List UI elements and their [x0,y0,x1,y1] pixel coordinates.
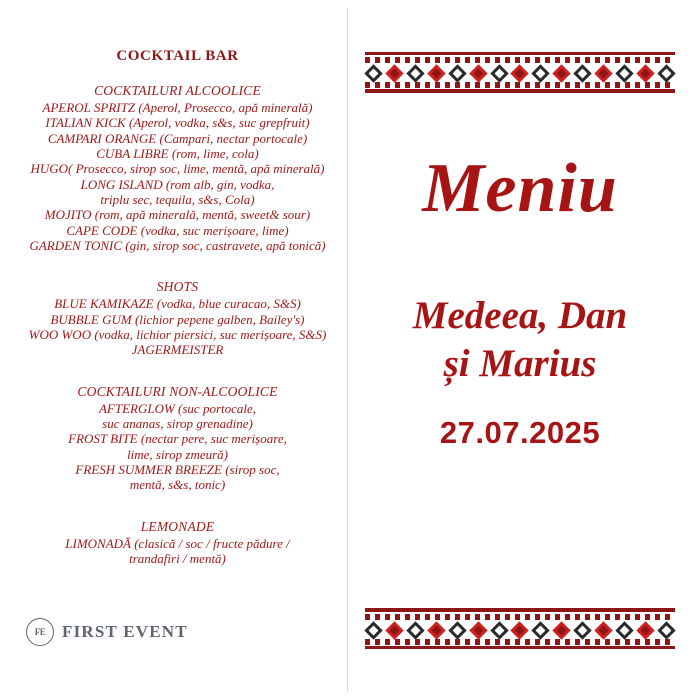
section-lemonade [20,519,335,567]
invitation-panel [348,8,692,692]
menu-item: CUBA LIBRE (rom, lime, cola) [96,145,259,161]
menu-item: AFTERGLOW (suc portocale, [98,400,257,416]
menu-item-continuation: trandafiri / mentă) [129,550,226,566]
bottom-ornament-wrap [348,608,692,648]
menu-item: BLUE KAMIKAZE (vodka, blue curacao, S&S) [54,296,301,312]
menu-item-continuation: suc ananas, sirop grenadine) [102,415,253,431]
menu-item: MOJITO (rom, apă minerală, mentă, sweet& sour) [44,207,311,223]
menu-item-continuation: triplu sec, tequila, s&s, Cola) [100,191,255,207]
band-line-icon [365,608,675,612]
menu-item-continuation: mentă, s&s, tonic) [129,477,226,493]
section-cocktailuri-non-alcoolice [20,384,335,493]
checker-pattern-icon [365,57,675,63]
diamond-row-icon [365,621,675,639]
cocktail-bar-panel [8,8,348,692]
menu-item: CAPE CODE (vodka, suc merișoare, lime) [66,222,289,238]
menu-item: JAGERMEISTER [131,342,224,358]
section-title: COCKTAILURI ALCOOLICE [94,83,261,98]
event-date: 27.07.2025 [439,415,601,451]
menu-item: CAMPARI ORANGE (Campari, nectar portocale) [47,130,308,146]
brand-name: FIRST EVENT [62,622,188,641]
checker-pattern-icon [365,82,675,88]
menu-item: ITALIAN KICK (Aperol, vodka, s&s, suc grepfruit) [45,115,310,131]
menu-item-continuation: lime, sirop zmeură) [127,446,228,462]
names-line-2: și Marius [443,341,597,385]
section-cocktailuri-alcoolice [20,83,335,253]
bottom-ornament-band [365,608,675,648]
band-line-icon [365,646,675,649]
couple-names [413,292,627,387]
menu-item: FROST BITE (nectar pere, suc merișoare, [68,431,287,447]
section-title: LEMONADE [140,518,215,534]
meniu-title: Meniu [422,150,618,227]
title-block [348,150,692,227]
menu-item: APEROL SPRITZ (Aperol, Prosecco, apă minerală) [42,100,313,115]
page-title: COCKTAIL BAR [116,48,239,64]
band-line-icon [365,52,675,55]
menu-item: HUGO( Prosecco, sirop soc, lime, mentă, apă minerală) [30,161,325,177]
names-line-1: Medeea, Dan [412,294,628,337]
menu-item: LONG ISLAND (rom alb, gin, vodka, [80,176,275,192]
section-title: SHOTS [156,279,199,295]
menu-item: WOO WOO (vodka, lichior piersici, suc merișoare, S&S) [28,326,327,342]
menu-item: BUBBLE GUM (lichior pepene galben, Bailey's) [50,311,305,327]
section-title: COCKTAILURI NON-ALCOOLICE [77,383,278,399]
menu-item: GARDEN TONIC (gin, sirop soc, castravete, apă tonică) [29,237,326,253]
checker-pattern-icon [365,639,675,645]
section-shots [20,279,335,357]
monogram-icon: FE [26,618,54,646]
menu-item: FRESH SUMMER BREEZE (sirop soc, [75,461,280,477]
top-ornament-band [365,52,675,92]
menu-item: LIMONADĂ (clasică / soc / fructe pădure / [65,535,290,551]
first-event-logo [26,618,188,646]
band-line-icon [365,89,675,93]
diamond-row-icon [365,64,675,82]
checker-pattern-icon [365,614,675,620]
